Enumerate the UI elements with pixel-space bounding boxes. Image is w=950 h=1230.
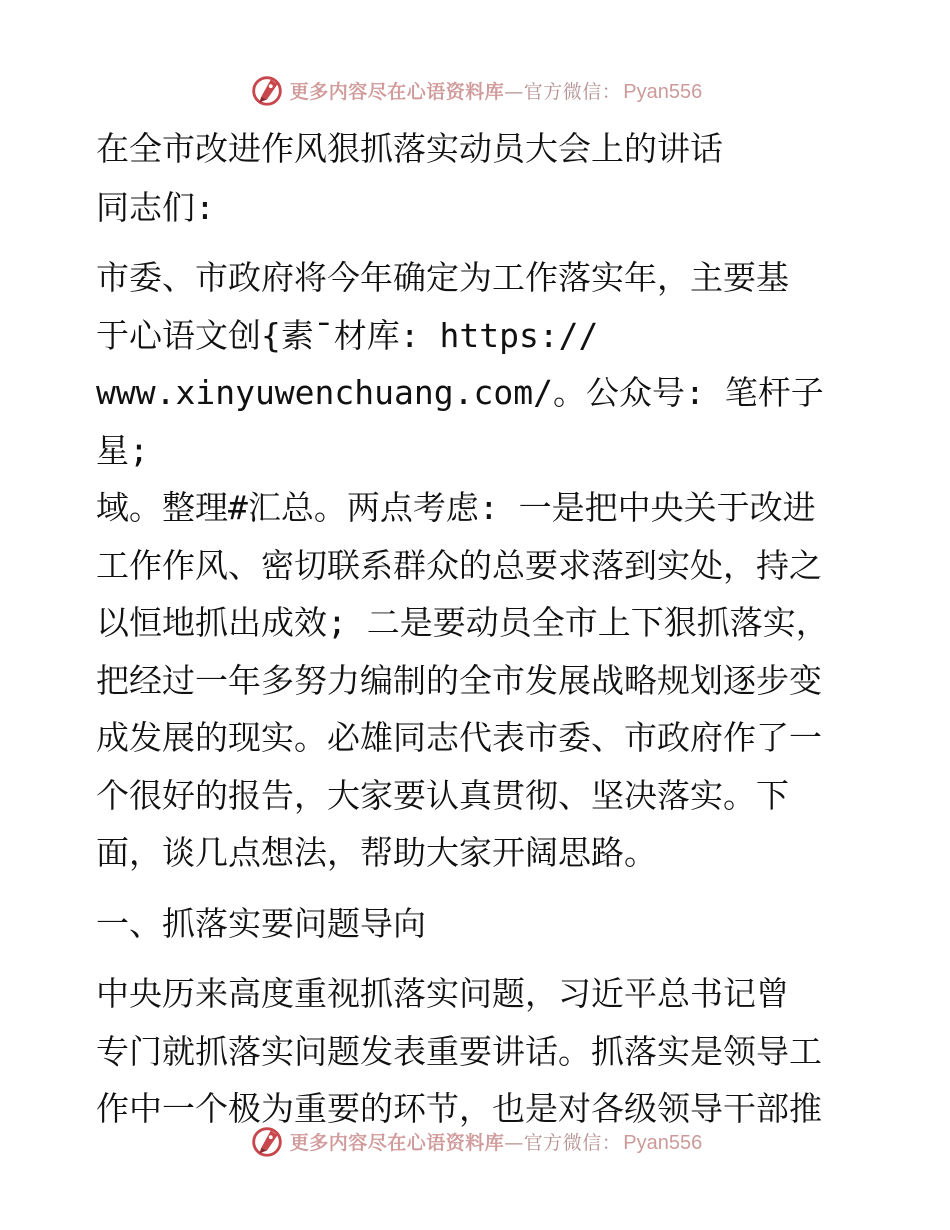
footer-brand-text: 更多内容尽在心语资料库	[289, 1131, 505, 1154]
section-heading-1: 一、抓落实要问题导向	[96, 903, 426, 943]
paragraph-line: 以恒地抓出成效; 二是要动员全市上下狠抓落实，	[96, 603, 829, 642]
paragraph-line: 工作作风、密切联系群众的总要求落到实处，持之	[96, 545, 822, 585]
paragraph-1	[96, 249, 856, 882]
paragraph-line: 作中一个极为重要的环节，也是对各级领导干部推	[96, 1089, 822, 1128]
pen-nib-logo-icon	[248, 1122, 286, 1160]
paragraph-line: 把经过一年多努力编制的全市发展战略规划逐步变	[96, 660, 822, 700]
paragraph-line: 市委、市政府将今年确定为工作落实年，主要基	[96, 258, 789, 297]
header-brand-text: 更多内容尽在心语资料库	[289, 80, 505, 103]
paragraph-line: 个很好的报告，大家要认真贯彻、坚决落实。下	[96, 775, 789, 815]
document-body	[96, 120, 856, 1151]
footer-banner-text	[290, 1128, 703, 1155]
header-wechat-label: —官方微信：	[504, 80, 622, 103]
paragraph-line: 域。整理#汇总。两点考虑: 一是把中央关于改进	[96, 488, 816, 527]
document-title: 在全市改进作风狠抓落实动员大会上的讲话	[96, 129, 723, 168]
header-wechat-account: Pyan556	[623, 80, 703, 103]
paragraph-line: 专门就抓落实问题发表重要讲话。抓落实是领导工	[96, 1031, 822, 1071]
paragraph-line: www.xinyuwenchuang.com/。公众号: 笔杆子星;	[96, 373, 824, 470]
header-banner-text	[290, 77, 703, 104]
paragraph-line: 面，谈几点想法，帮助大家开阔思路。	[96, 833, 657, 872]
footer-wechat-account: Pyan556	[623, 1131, 703, 1154]
paragraph-2	[96, 965, 856, 1138]
paragraph-line: 于心语文创{素¯材库: https://	[96, 315, 599, 355]
pen-nib-logo-icon	[248, 71, 286, 109]
footer-wechat-label: —官方微信：	[504, 1131, 622, 1154]
footer-banner	[0, 1121, 950, 1161]
paragraph-line: 中央历来高度重视抓落实问题，习近平总书记曾	[96, 974, 789, 1013]
salutation: 同志们:	[96, 187, 215, 227]
paragraph-line: 成发展的现实。必雄同志代表市委、市政府作了一	[96, 718, 822, 757]
header-banner	[0, 70, 950, 110]
